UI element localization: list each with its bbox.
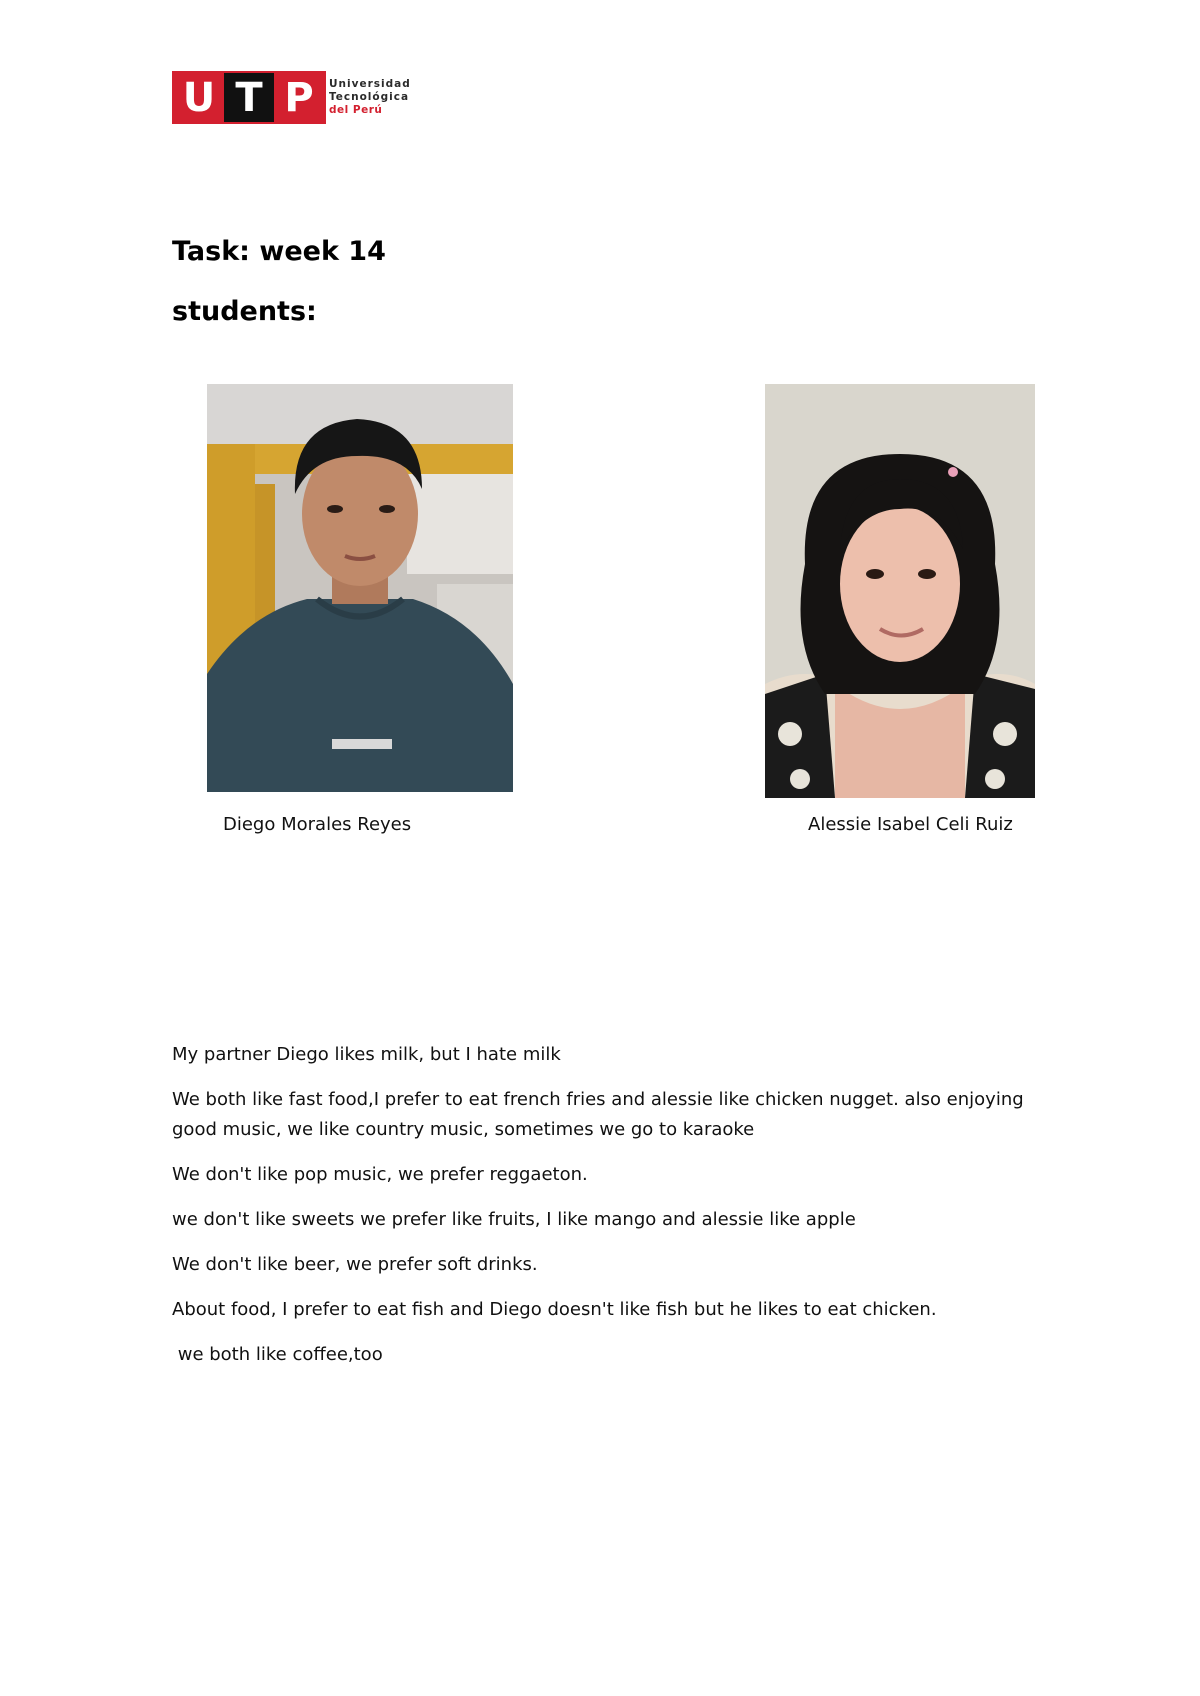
body-text bbox=[172, 1040, 1042, 1385]
logo-letters bbox=[172, 71, 326, 124]
paragraph: My partner Diego likes milk, but I hate milk bbox=[172, 1044, 561, 1065]
paragraph: We both like fast food,I prefer to eat french fries and alessie like chicken nugget. also enjoying good music, we like country music, sometimes we go to karaoke bbox=[172, 1089, 1024, 1140]
logo-line-1: Universidad bbox=[329, 78, 411, 90]
paragraph: We don't like beer, we prefer soft drinks. bbox=[172, 1254, 538, 1275]
logo-letter-u: U bbox=[174, 73, 224, 122]
student-photo-alessie bbox=[765, 384, 1035, 798]
utp-logo bbox=[172, 71, 411, 124]
paragraph: About food, I prefer to eat fish and Diego doesn't like fish but he likes to eat chicken. bbox=[172, 1299, 937, 1320]
student-photo-diego bbox=[207, 384, 513, 792]
task-heading: Task: week 14 bbox=[172, 236, 386, 267]
logo-wordmark bbox=[329, 78, 411, 117]
logo-line-3: del Perú bbox=[329, 104, 383, 116]
student-name-alessie: Alessie Isabel Celi Ruiz bbox=[808, 814, 1013, 835]
paragraph: We don't like pop music, we prefer reggaeton. bbox=[172, 1164, 588, 1185]
logo-line-2: Tecnológica bbox=[329, 91, 410, 103]
students-heading: students: bbox=[172, 296, 317, 327]
paragraph: we don't like sweets we prefer like fruits, I like mango and alessie like apple bbox=[172, 1209, 856, 1230]
student-name-diego: Diego Morales Reyes bbox=[223, 814, 412, 835]
logo-letter-p: P bbox=[274, 73, 324, 122]
paragraph: we both like coffee,too bbox=[172, 1344, 383, 1365]
logo-letter-t: T bbox=[224, 73, 274, 122]
